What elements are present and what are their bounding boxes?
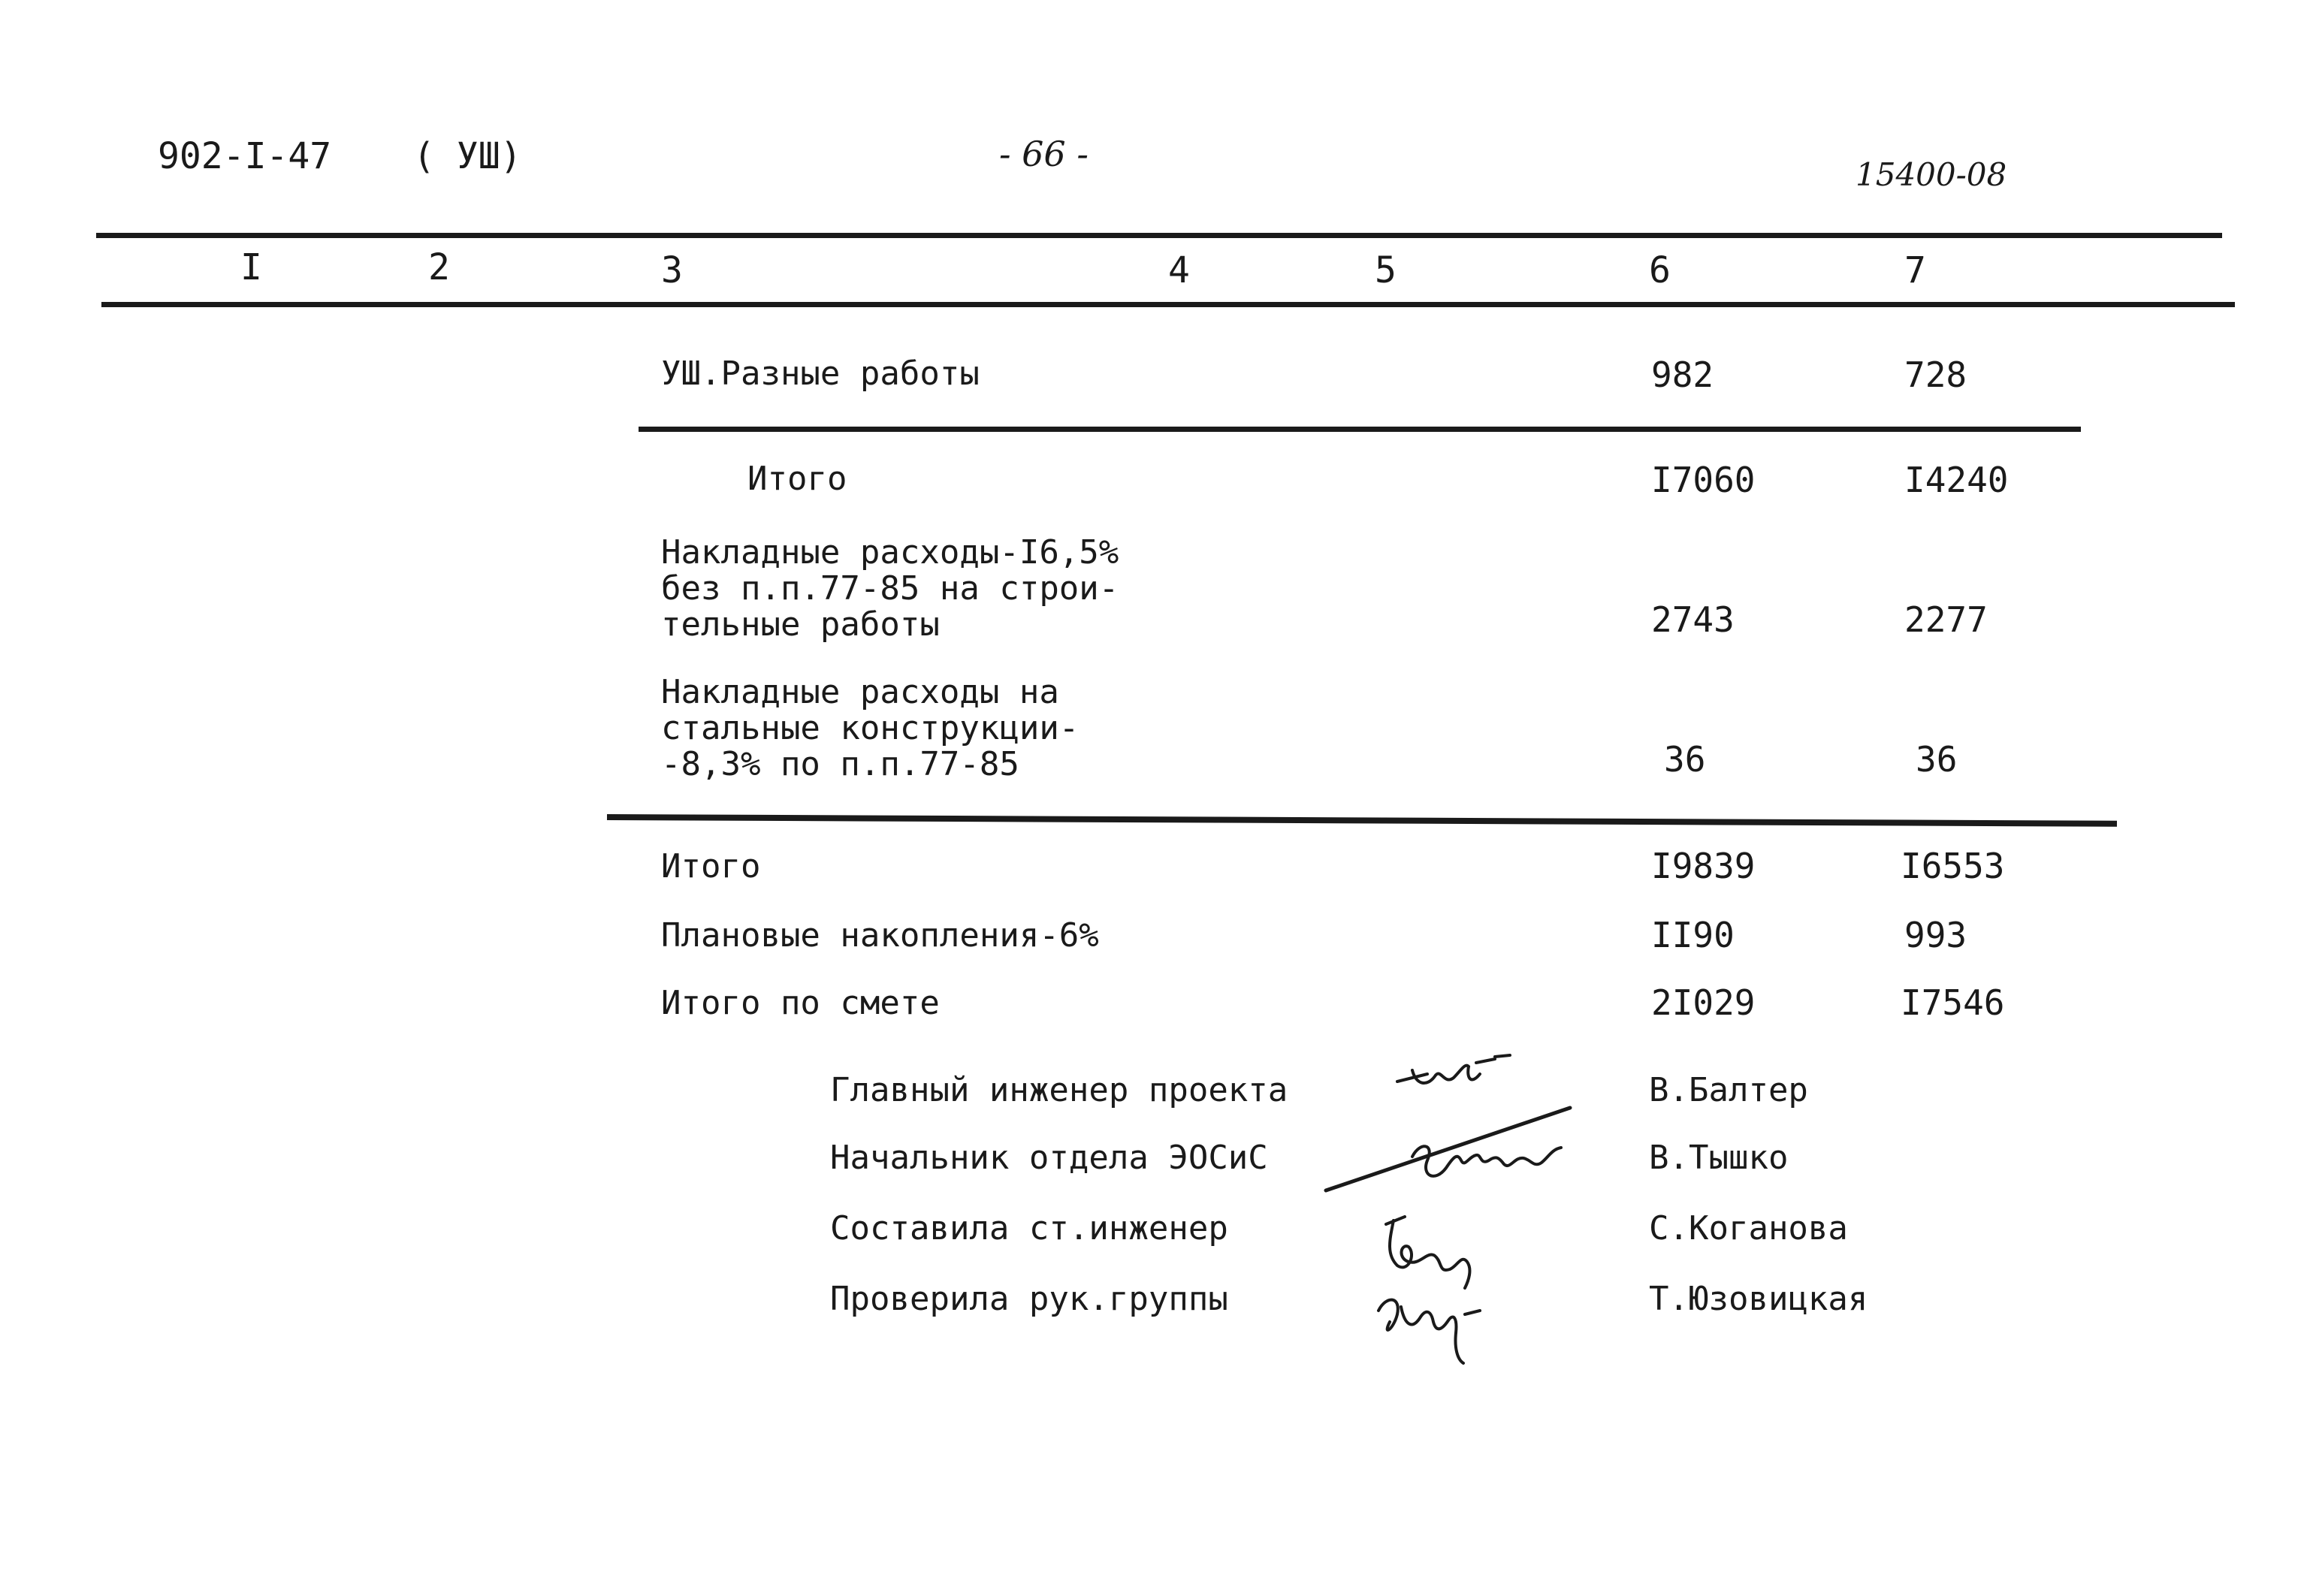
row-label-overhead-construction — [661, 535, 1119, 643]
row-value-col7: 2277 — [1904, 599, 1988, 640]
table-header-rule — [101, 302, 2235, 307]
column-header-3: 3 — [661, 249, 683, 291]
signatory-name: С.Коганова — [1649, 1209, 1848, 1248]
row-value-col7: 36 — [1916, 739, 1958, 780]
row-value-col6: 982 — [1651, 354, 1714, 395]
signatory-name: Т.Юзовицкая — [1649, 1280, 1868, 1318]
page-number: - 66 - — [999, 134, 1089, 174]
signatory-name: В.Балтер — [1649, 1071, 1808, 1109]
row-value-col7: 993 — [1904, 915, 1967, 955]
row-value-col6: II90 — [1651, 915, 1735, 955]
subtotal-rule — [639, 427, 2081, 432]
row-value-col6: 36 — [1664, 739, 1706, 780]
row-value-col6: I7060 — [1651, 460, 1756, 500]
signatory-title: Проверила рук.группы — [830, 1280, 1228, 1318]
handwritten-signature — [1322, 1097, 1593, 1202]
row-label-misc-works: УШ.Разные работы — [661, 354, 980, 393]
table-top-rule — [96, 233, 2222, 238]
row-label-total: Итого — [661, 847, 761, 885]
column-header-1: I — [240, 246, 262, 288]
column-header-2: 2 — [428, 246, 450, 288]
row-value-col7: I6553 — [1901, 846, 2005, 886]
label-line: стальные конструкции- — [661, 709, 1080, 747]
label-line: Накладные расходы на — [661, 673, 1059, 711]
column-header-5: 5 — [1375, 249, 1397, 291]
row-label-planned-savings: Плановые накопления-6% — [661, 916, 1099, 955]
row-label-subtotal: Итого — [747, 460, 847, 498]
row-value-col6: 2I029 — [1651, 982, 1756, 1023]
handwritten-signature — [1367, 1277, 1510, 1367]
inventory-number: 15400-08 — [1856, 156, 2007, 193]
column-header-6: 6 — [1649, 249, 1671, 291]
signatory-title: Начальник отдела ЭОСиС — [830, 1139, 1268, 1177]
column-header-7: 7 — [1904, 249, 1926, 291]
signatory-title: Главный инженер проекта — [830, 1071, 1288, 1109]
total-rule — [607, 814, 2117, 827]
document-code: 902-I-47 — [158, 135, 332, 177]
row-label-estimate-total: Итого по смете — [661, 984, 940, 1022]
row-value-col6: I9839 — [1651, 846, 1756, 886]
signatory-name: В.Тышко — [1649, 1139, 1789, 1177]
row-value-col7: 728 — [1904, 354, 1967, 395]
signatory-title: Составила ст.инженер — [830, 1209, 1228, 1248]
handwritten-signature — [1382, 1040, 1532, 1100]
column-header-4: 4 — [1168, 249, 1190, 291]
section-label: ( УШ) — [413, 135, 522, 177]
row-value-col7: I7546 — [1901, 982, 2005, 1023]
label-line: -8,3% по п.п.77-85 — [661, 745, 1019, 783]
label-line: тельные работы — [661, 605, 940, 644]
row-value-col6: 2743 — [1651, 599, 1735, 640]
label-line: без п.п.77-85 на строи- — [661, 569, 1119, 608]
row-value-col7: I4240 — [1904, 460, 2009, 500]
row-label-overhead-steel — [661, 674, 1079, 783]
label-line: Накладные расходы-I6,5% — [661, 533, 1119, 572]
